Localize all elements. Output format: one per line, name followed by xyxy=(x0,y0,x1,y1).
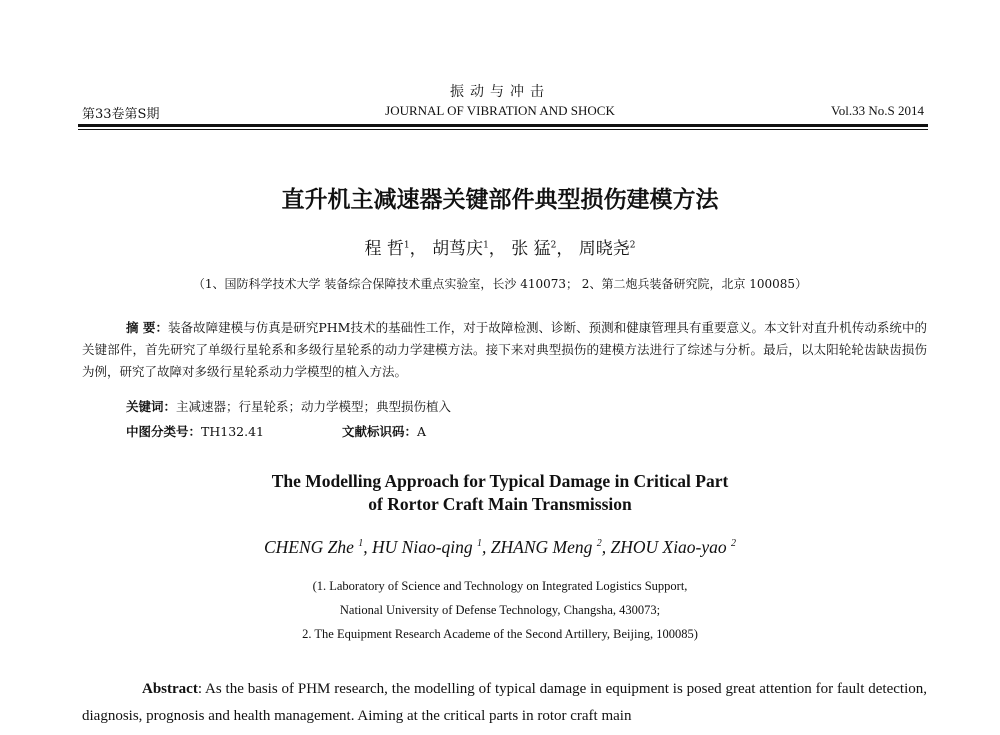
abstract-cn-text: 装备故障建模与仿真是研究PHM技术的基础性工作，对于故障检测、诊断、预测和健康管理具有重要意义。本文针对直升机传动系统中的关键部件，首先研究了单级行星轮系和多级行星轮系的动力学建模方法。接下来对典型损伤的建模方法进行了综述与分析。最后，以太阳轮轮齿缺齿损伤为例，研究了故障对多级行星轮系动力学模型的植入方法。 xyxy=(82,320,927,379)
classification-value: TH132.41 xyxy=(201,424,264,439)
author-sup: 2 xyxy=(550,240,557,251)
author-sup: 1 xyxy=(483,240,489,251)
abstract-cn xyxy=(82,317,927,383)
journal-title-en: JOURNAL OF VIBRATION AND SHOCK xyxy=(385,103,615,118)
author-sup: 2 xyxy=(731,538,737,550)
author-en: CHENG Zhe xyxy=(263,537,354,557)
affiliation-en-line: (1. Laboratory of Science and Technology on Integrated Logistics Support, xyxy=(312,579,688,593)
header-rule-thick xyxy=(78,124,928,127)
author-sup: 1 xyxy=(477,538,483,550)
author-en: ZHANG Meng xyxy=(490,537,593,557)
author-en: ZHOU Xiao-yao xyxy=(610,537,727,557)
abstract-cn-label: 摘 要： xyxy=(126,320,168,335)
author-cn: 张 猛 xyxy=(511,239,551,259)
author-sup: 1 xyxy=(403,240,410,251)
authors-en: CHENG Zhe $^1$, HU Niao-qing $^1$, ZHANG Meng $^2$, ZHOU Xiao-yao $^2$ xyxy=(263,537,737,557)
title-en-line1: The Modelling Approach for Typical Damage in Critical Part xyxy=(271,471,729,491)
abstract-en-label: Abstract xyxy=(142,681,198,697)
keywords-cn-label: 关键词： xyxy=(126,399,177,414)
paper-title-cn: 直升机主减速器关键部件典型损伤建模方法 xyxy=(281,187,719,213)
volume-en: Vol.33 No.S 2014 xyxy=(831,103,924,118)
abstract-en-text: : As the basis of PHM research, the modelling of typical damage in equipment is posed great attention for fault detection, diagnosis, prognosis and health management. Aiming at the critical parts in rotor craft main xyxy=(82,681,927,724)
journal-title-cn: 振动与冲击 xyxy=(450,84,550,100)
author-cn: 胡茑庆 xyxy=(432,239,484,259)
author-sup: 2 xyxy=(596,538,602,550)
header-rule-thin xyxy=(78,129,928,130)
title-en-line2: of Rortor Craft Main Transmission xyxy=(368,494,632,514)
doc-id-value: A xyxy=(417,424,427,439)
classification-label: 中图分类号： xyxy=(126,424,202,439)
author-en: HU Niao-qing xyxy=(372,537,473,557)
author-cn: 周晓尧 xyxy=(578,239,630,259)
volume-cn: 第33卷第S期 xyxy=(82,107,160,122)
document-id xyxy=(342,422,426,440)
classification-number xyxy=(126,422,264,440)
affiliation-cn: （1、国防科学技术大学 装备综合保障技术重点实验室，长沙 410073； 2、第二炮兵装备研究院，北京 100085） xyxy=(192,277,808,291)
paper-title-en xyxy=(0,470,1000,516)
affiliation-en-line: National University of Defense Technology, Changsha, 430073; xyxy=(339,603,661,617)
keywords-cn-text: 主减速器；行星轮系；动力学模型；典型损伤植入 xyxy=(176,399,452,414)
abstract-en xyxy=(82,676,927,730)
keywords-cn xyxy=(126,397,451,415)
author-sup: 2 xyxy=(629,240,636,251)
author-sup: 1 xyxy=(358,538,364,550)
affiliation-en-line: 2. The Equipment Research Academe of the Second Artillery, Beijing, 100085) xyxy=(302,627,698,641)
author-cn: 程 哲 xyxy=(364,239,404,259)
authors-cn: 程 哲$^1$， 胡茑庆$^1$， 张 猛$^2$， 周晓尧$^2$ xyxy=(364,239,636,259)
doc-id-label: 文献标识码： xyxy=(342,424,418,439)
